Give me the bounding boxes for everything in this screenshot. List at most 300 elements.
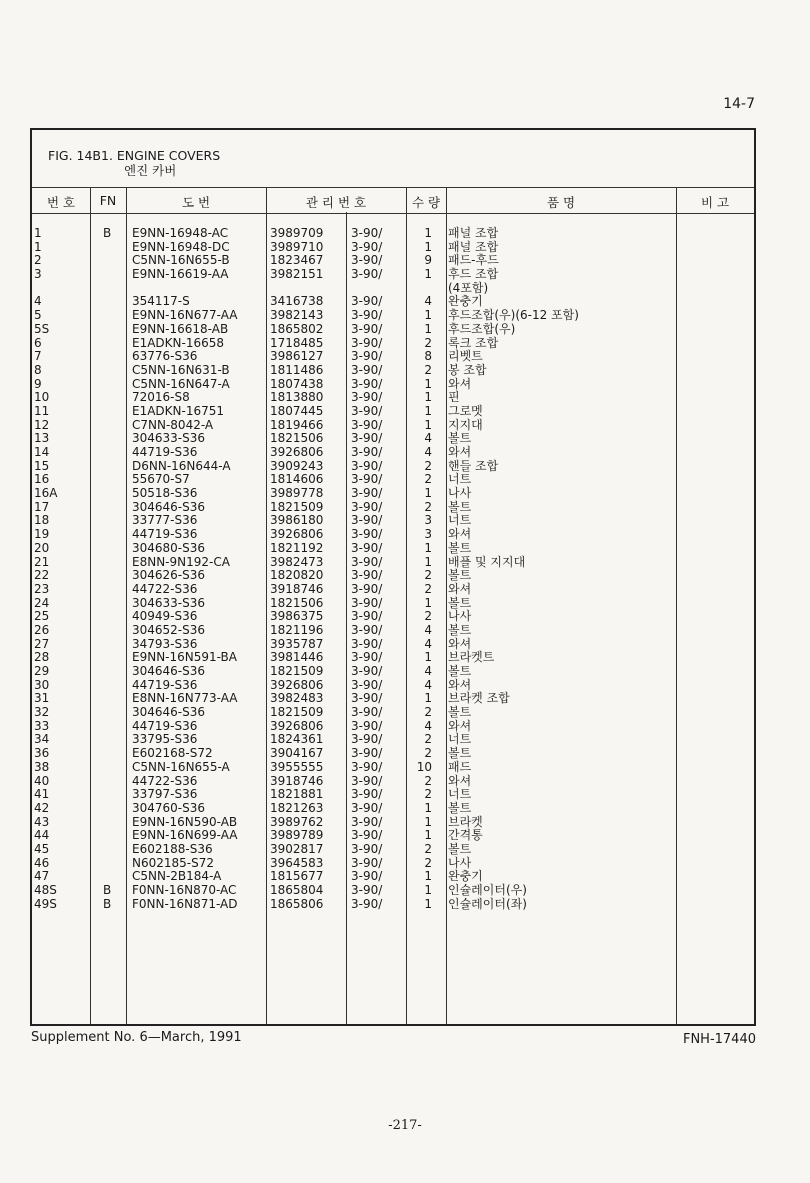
cell-code: 3-90/: [351, 636, 383, 651]
cell-qty: 2: [424, 787, 432, 802]
cell-mgmt: 1865804: [270, 883, 324, 897]
cell-desc: 그로멧: [448, 403, 483, 418]
cell-mgmt: 1807438: [270, 376, 324, 391]
table-row: [32, 309, 754, 323]
cell-no: 23: [34, 581, 50, 596]
cell-desc: 패널 조합: [448, 239, 499, 254]
table-row: [32, 432, 754, 446]
cell-mgmt: 1821196: [270, 622, 324, 637]
cell-no: 40: [34, 773, 50, 788]
cell-code: 3-90/: [351, 308, 383, 323]
cell-part: E9NN-16N699-AA: [132, 828, 238, 843]
cell-part: F0NN-16N870-AC: [132, 883, 237, 897]
cell-no: 14: [34, 445, 50, 459]
supplement-note: Supplement No. 6—March, 1991: [31, 1030, 242, 1045]
cell-no: 6: [34, 335, 42, 350]
cell-code: 3-90/: [351, 527, 383, 542]
cell-no: 9: [34, 376, 42, 391]
cell-mgmt: 3986375: [270, 609, 324, 624]
cell-code: 3-90/: [351, 814, 383, 829]
cell-part: 40949-S36: [132, 609, 198, 624]
cell-no: 1: [34, 239, 42, 254]
cell-part: 304646-S36: [132, 499, 206, 514]
cell-qty: 4: [424, 622, 432, 637]
cell-qty: 10: [416, 759, 432, 774]
cell-desc: 와셔: [448, 376, 472, 391]
cell-mgmt: 1824361: [270, 732, 324, 747]
cell-no: 49S: [34, 896, 57, 911]
cell-desc: 와셔: [448, 718, 472, 733]
cell-code: 3-90/: [351, 883, 383, 897]
cell-code: 3-90/: [351, 800, 383, 815]
cell-mgmt: 3989778: [270, 486, 324, 501]
cell-no: 34: [34, 732, 50, 747]
cell-no: 44: [34, 828, 50, 843]
cell-no: 5: [34, 308, 42, 323]
cell-desc: 패널 조합: [448, 226, 499, 240]
table-body: [32, 227, 754, 911]
cell-code: 3-90/: [351, 787, 383, 802]
cell-part: 72016-S8: [132, 390, 190, 405]
cell-no: 28: [34, 650, 50, 665]
cell-qty: 2: [424, 499, 432, 514]
table-row: [32, 651, 754, 665]
cell-desc: 와셔: [448, 773, 472, 788]
table-row: [32, 692, 754, 706]
cell-code: 3-90/: [351, 855, 383, 870]
cell-no: 27: [34, 636, 50, 651]
cell-mgmt: 1823467: [270, 253, 324, 268]
cell-desc: 인슐레이터(좌): [448, 896, 527, 911]
cell-code: 3-90/: [351, 622, 383, 637]
cell-code: 3-90/: [351, 513, 383, 528]
cell-mgmt: 1821509: [270, 705, 324, 720]
cell-mgmt: 1821881: [270, 787, 324, 802]
cell-qty: 2: [424, 472, 432, 487]
table-row: [32, 419, 754, 433]
cell-no: 8: [34, 362, 42, 377]
cell-part: 44719-S36: [132, 677, 198, 692]
cell-qty: 2: [424, 773, 432, 788]
cell-desc: 후드조합(우)(6-12 포함): [448, 308, 579, 323]
cell-mgmt: 1820820: [270, 568, 324, 583]
cell-mgmt: 1865806: [270, 896, 324, 911]
cell-qty: 4: [424, 664, 432, 678]
cell-code: 3-90/: [351, 376, 383, 391]
cell-no: 48S: [34, 883, 57, 897]
cell-no: 46: [34, 855, 50, 870]
cell-desc: 볼트: [448, 841, 472, 856]
cell-qty: 2: [424, 362, 432, 377]
table-row: [32, 405, 754, 419]
cell-mgmt: 3918746: [270, 773, 324, 788]
cell-part: C5NN-16N655-B: [132, 253, 230, 268]
cell-no: 31: [34, 691, 50, 706]
table-row: [32, 857, 754, 871]
cell-code: 3-90/: [351, 746, 383, 761]
figure-title: [48, 148, 220, 178]
cell-code: 3-90/: [351, 362, 383, 377]
table-row: [32, 460, 754, 474]
cell-desc: 인슐레이터(우): [448, 883, 527, 897]
cell-desc: 간격통: [448, 828, 483, 843]
cell-code: 3-90/: [351, 390, 383, 405]
table-row: [32, 720, 754, 734]
cell-mgmt: 1811486: [270, 362, 324, 377]
cell-no: 17: [34, 499, 50, 514]
cell-qty: 4: [424, 636, 432, 651]
cell-code: 3-90/: [351, 664, 383, 678]
cell-qty: 1: [424, 828, 432, 843]
cell-code: 3-90/: [351, 267, 383, 282]
cell-no: 43: [34, 814, 50, 829]
cell-qty: 1: [424, 486, 432, 501]
cell-qty: 1: [424, 869, 432, 884]
cell-desc: 볼트: [448, 595, 472, 610]
cell-desc: 볼트: [448, 664, 472, 678]
table-row: [32, 364, 754, 378]
cell-part: E9NN-16948-DC: [132, 239, 230, 254]
table-row: [32, 898, 754, 912]
cell-desc: 볼트: [448, 431, 472, 446]
table-row: [32, 378, 754, 392]
cell-qty: 4: [424, 445, 432, 459]
table-row: [32, 473, 754, 487]
cell-desc: 나사: [448, 486, 472, 501]
cell-part: C7NN-8042-A: [132, 417, 214, 432]
table-row: [32, 665, 754, 679]
cell-no: 2: [34, 253, 42, 268]
cell-qty: 4: [424, 677, 432, 692]
parts-table: [30, 128, 756, 1026]
table-row: [32, 829, 754, 843]
table-row: [32, 241, 754, 255]
cell-no: 11: [34, 403, 50, 418]
table-row: [32, 583, 754, 597]
cell-desc: 후드 조합: [448, 267, 499, 282]
cell-mgmt: 3926806: [270, 677, 324, 692]
table-row: [32, 556, 754, 570]
cell-qty: 2: [424, 568, 432, 583]
table-row: [32, 843, 754, 857]
cell-qty: 2: [424, 841, 432, 856]
table-row: [32, 295, 754, 309]
cell-desc: 브라켓 조합: [448, 691, 510, 706]
cell-desc: 너트: [448, 787, 472, 802]
cell-desc: 지지대: [448, 417, 483, 432]
cell-qty: 1: [424, 403, 432, 418]
cell-mgmt: 1821506: [270, 595, 324, 610]
cell-code: 3-90/: [351, 239, 383, 254]
cell-part: 304760-S36: [132, 800, 206, 815]
header-no: 번 호: [46, 195, 76, 210]
table-row: [32, 597, 754, 611]
cell-qty: 2: [424, 335, 432, 350]
cell-mgmt: 3926806: [270, 718, 324, 733]
cell-qty: 4: [424, 718, 432, 733]
cell-part: E1ADKN-16751: [132, 403, 225, 418]
cell-mgmt: 3918746: [270, 581, 324, 596]
cell-mgmt: 3935787: [270, 636, 324, 651]
cell-part: 63776-S36: [132, 349, 198, 364]
cell-fn: B: [103, 883, 112, 897]
cell-mgmt: 1821192: [270, 540, 324, 555]
table-row: [32, 227, 754, 241]
cell-qty: 9: [424, 253, 432, 268]
cell-qty: 1: [424, 376, 432, 391]
cell-no: 41: [34, 787, 50, 802]
cell-desc: 완충기: [448, 869, 483, 884]
cell-qty: 1: [424, 239, 432, 254]
cell-qty: 1: [424, 226, 432, 240]
cell-desc: 완충기: [448, 294, 483, 309]
table-row: [32, 638, 754, 652]
cell-desc: 와셔: [448, 636, 472, 651]
cell-part: 33797-S36: [132, 787, 198, 802]
cell-code: 3-90/: [351, 294, 383, 309]
cell-code: 3-90/: [351, 896, 383, 911]
cell-part: 304652-S36: [132, 622, 206, 637]
cell-part: N602185-S72: [132, 855, 215, 870]
cell-mgmt: 3982483: [270, 691, 324, 706]
cell-desc: 와셔: [448, 527, 472, 542]
table-row: [32, 870, 754, 884]
cell-desc: 볼트: [448, 499, 472, 514]
cell-part: C5NN-16N647-A: [132, 376, 230, 391]
cell-part: E9NN-16N590-AB: [132, 814, 238, 829]
cell-no: 19: [34, 527, 50, 542]
cell-desc: (4포함): [448, 280, 489, 295]
cell-mgmt: 3416738: [270, 294, 324, 309]
cell-desc: 패드-후드: [448, 253, 499, 268]
cell-part: 304646-S36: [132, 705, 206, 720]
cell-part: E8NN-16N773-AA: [132, 691, 238, 706]
cell-qty: 2: [424, 732, 432, 747]
cell-mgmt: 1819466: [270, 417, 324, 432]
cell-code: 3-90/: [351, 540, 383, 555]
cell-mgmt: 3964583: [270, 855, 324, 870]
cell-part: 304680-S36: [132, 540, 206, 555]
cell-no: 45: [34, 841, 50, 856]
table-row: [32, 747, 754, 761]
table-row: [32, 816, 754, 830]
cell-no: 25: [34, 609, 50, 624]
cell-qty: 1: [424, 883, 432, 897]
cell-code: 3-90/: [351, 568, 383, 583]
cell-no: 16A: [34, 486, 58, 501]
cell-no: 4: [34, 294, 42, 309]
table-row: [32, 884, 754, 898]
cell-desc: 브라켓트: [448, 650, 495, 665]
cell-no: 30: [34, 677, 50, 692]
table-row: [32, 268, 754, 282]
cell-part: E602168-S72: [132, 746, 213, 761]
cell-mgmt: 1814606: [270, 472, 324, 487]
table-row: [32, 802, 754, 816]
cell-code: 3-90/: [351, 691, 383, 706]
cell-part: 33777-S36: [132, 513, 198, 528]
cell-code: 3-90/: [351, 417, 383, 432]
cell-desc: 후드조합(우): [448, 321, 516, 336]
cell-part: 44719-S36: [132, 527, 198, 542]
cell-mgmt: 3986180: [270, 513, 324, 528]
table-row: [32, 569, 754, 583]
header-fn: FN: [99, 193, 117, 208]
cell-part: E9NN-16618-AB: [132, 321, 229, 336]
cell-no: 33: [34, 718, 50, 733]
cell-code: 3-90/: [351, 609, 383, 624]
cell-code: 3-90/: [351, 718, 383, 733]
cell-desc: 볼트: [448, 622, 472, 637]
cell-no: 13: [34, 431, 50, 446]
cell-code: 3-90/: [351, 677, 383, 692]
cell-no: 3: [34, 267, 42, 282]
cell-part: 44719-S36: [132, 718, 198, 733]
table-row: [32, 610, 754, 624]
cell-mgmt: 3989762: [270, 814, 324, 829]
cell-mgmt: 3926806: [270, 527, 324, 542]
cell-qty: 1: [424, 417, 432, 432]
cell-code: 3-90/: [351, 445, 383, 459]
cell-mgmt: 3981446: [270, 650, 324, 665]
cell-qty: 4: [424, 294, 432, 309]
cell-part: 304633-S36: [132, 431, 206, 446]
table-row: [32, 514, 754, 528]
cell-qty: 1: [424, 267, 432, 282]
cell-desc: 볼트: [448, 705, 472, 720]
table-row: [32, 323, 754, 337]
cell-code: 3-90/: [351, 841, 383, 856]
cell-qty: 1: [424, 390, 432, 405]
cell-qty: 1: [424, 896, 432, 911]
cell-qty: 2: [424, 581, 432, 596]
table-header: [32, 187, 754, 214]
cell-qty: 1: [424, 540, 432, 555]
cell-code: 3-90/: [351, 595, 383, 610]
cell-code: 3-90/: [351, 253, 383, 268]
cell-code: 3-90/: [351, 759, 383, 774]
cell-part: 304633-S36: [132, 595, 206, 610]
cell-desc: 브라켓: [448, 814, 483, 829]
table-row: [32, 761, 754, 775]
cell-no: 22: [34, 568, 50, 583]
cell-part: 55670-S7: [132, 472, 190, 487]
cell-desc: 와셔: [448, 445, 472, 459]
cell-no: 7: [34, 349, 42, 364]
header-desc: 품 명: [546, 195, 576, 210]
header-mgmt: 관 리 번 호: [305, 195, 367, 210]
cell-mgmt: 3926806: [270, 445, 324, 459]
bottom-page-number: -217-: [388, 1118, 422, 1133]
cell-desc: 볼트: [448, 746, 472, 761]
cell-qty: 1: [424, 691, 432, 706]
cell-fn: B: [103, 896, 112, 911]
table-row: [32, 350, 754, 364]
table-row: [32, 542, 754, 556]
cell-part: 33795-S36: [132, 732, 198, 747]
table-row: [32, 775, 754, 789]
table-row: [32, 528, 754, 542]
cell-mgmt: 3989710: [270, 239, 324, 254]
cell-part: C5NN-16N631-B: [132, 362, 230, 377]
table-row: [32, 788, 754, 802]
cell-mgmt: 1807445: [270, 403, 324, 418]
cell-desc: 와셔: [448, 677, 472, 692]
cell-desc: 봉 조합: [448, 362, 487, 377]
cell-no: 21: [34, 554, 50, 569]
cell-no: 29: [34, 664, 50, 678]
document-code: FNH-17440: [682, 1032, 756, 1047]
cell-qty: 1: [424, 800, 432, 815]
table-row: [32, 706, 754, 720]
table-row: [32, 446, 754, 460]
cell-no: 24: [34, 595, 50, 610]
cell-qty: 2: [424, 855, 432, 870]
cell-qty: 3: [424, 513, 432, 528]
table-row: [32, 337, 754, 351]
table-row: [32, 282, 754, 296]
cell-no: 47: [34, 869, 50, 884]
table-row: [32, 733, 754, 747]
table-row: [32, 254, 754, 268]
cell-part: E9NN-16948-AC: [132, 226, 229, 240]
cell-code: 3-90/: [351, 226, 383, 240]
cell-qty: 1: [424, 308, 432, 323]
cell-part: 34793-S36: [132, 636, 198, 651]
cell-part: E9NN-16619-AA: [132, 267, 229, 282]
table-row: [32, 501, 754, 515]
cell-mgmt: 3982151: [270, 267, 324, 282]
cell-desc: 와셔: [448, 581, 472, 596]
cell-mgmt: 3989709: [270, 226, 324, 240]
cell-part: 50518-S36: [132, 486, 198, 501]
cell-mgmt: 3902817: [270, 841, 324, 856]
cell-mgmt: 3986127: [270, 349, 324, 364]
cell-no: 26: [34, 622, 50, 637]
cell-mgmt: 1821509: [270, 499, 324, 514]
cell-mgmt: 3982143: [270, 308, 324, 323]
cell-code: 3-90/: [351, 486, 383, 501]
cell-desc: 배플 및 지지대: [448, 554, 526, 569]
cell-part: F0NN-16N871-AD: [132, 896, 238, 911]
cell-qty: 2: [424, 609, 432, 624]
cell-no: 32: [34, 705, 50, 720]
cell-mgmt: 1815677: [270, 869, 324, 884]
table-row: [32, 487, 754, 501]
cell-code: 3-90/: [351, 458, 383, 473]
cell-part: 44722-S36: [132, 581, 198, 596]
page-number: 14-7: [723, 96, 755, 112]
cell-qty: 1: [424, 650, 432, 665]
cell-part: C5NN-2B184-A: [132, 869, 222, 884]
cell-no: 10: [34, 390, 50, 405]
cell-qty: 8: [424, 349, 432, 364]
table-row: [32, 679, 754, 693]
cell-qty: 4: [424, 431, 432, 446]
cell-no: 16: [34, 472, 50, 487]
cell-code: 3-90/: [351, 828, 383, 843]
cell-part: E9NN-16N677-AA: [132, 308, 238, 323]
cell-code: 3-90/: [351, 581, 383, 596]
cell-no: 38: [34, 759, 50, 774]
header-part: 도 번: [181, 195, 211, 210]
cell-code: 3-90/: [351, 554, 383, 569]
header-qty: 수 량: [411, 195, 441, 210]
cell-qty: 2: [424, 458, 432, 473]
cell-qty: 1: [424, 321, 432, 336]
cell-code: 3-90/: [351, 431, 383, 446]
cell-part: D6NN-16N644-A: [132, 458, 231, 473]
